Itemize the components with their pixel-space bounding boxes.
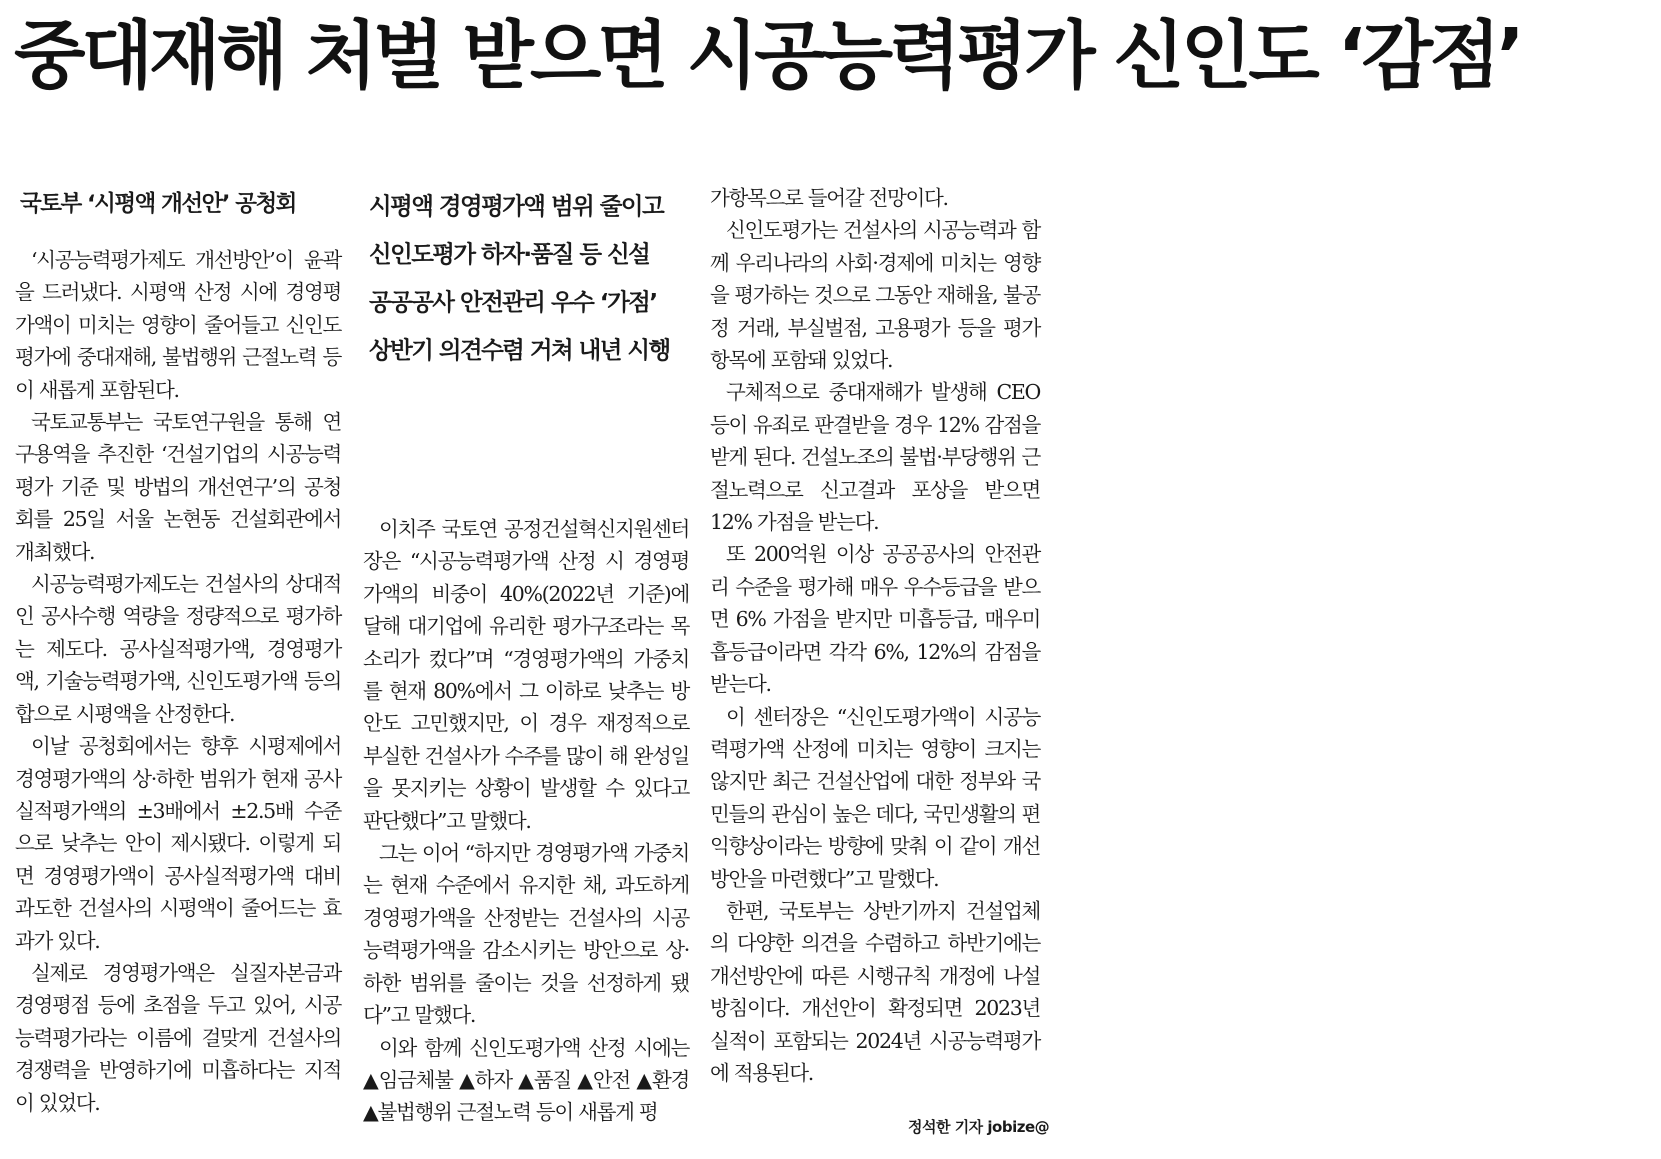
deck-line: 공공공사 안전관리 우수 ‘가점’: [369, 288, 657, 316]
sub-headline-decks: [369, 182, 689, 374]
paragraph: ‘시공능력평가제도 개선방안’이 윤곽을 드러냈다. 시평액 산정 시에 경영평가액이 미치는 영향이 줄어들고 신인도평가에 중대재해, 불법행위 근절노력 등이 새롭게 포함된다.: [15, 248, 341, 402]
paragraph: 구체적으로 중대재해가 발생해 CEO 등이 유죄로 판결받을 경우 12% 감점을 받게 된다. 건설노조의 불법·부당행위 근절노력으로 신고결과 포상을 받으면 12% 가점을 받는다.: [710, 380, 1040, 535]
paragraph: 실제로 경영평가액은 실질자본금과 경영평점 등에 초점을 두고 있어, 시공능력평가라는 이름에 걸맞게 건설사의 경쟁력을 반영하기에 미흡하다는 지적이 있었다.: [15, 960, 341, 1115]
paragraph: 한편, 국토부는 상반기까지 건설업체의 다양한 의견을 수렴하고 하반기에는 개선방안에 따른 시행규칙 개정에 나설 방침이다. 개선안이 확정되면 2023년 실적이 포함되는 2024년 시공능력평가에 적용된다.: [710, 898, 1040, 1085]
paragraph: 이와 함께 신인도평가액 산정 시에는 ▲임금체불 ▲하자 ▲품질 ▲안전 ▲환경 ▲불법행위 근절노력 등이 새롭게 평: [363, 1035, 689, 1125]
byline: 정석한 기자 jobize@: [908, 1118, 1050, 1136]
paragraph: 또 200억원 이상 공공공사의 안전관리 수준을 평가해 매우 우수등급을 받으면 6% 가점을 받지만 미흡등급, 매우미흡등급이라면 각각 6%, 12%의 감점을 받는다.: [710, 542, 1040, 697]
deck-line: 신인도평가 하자·품질 등 신설: [369, 240, 650, 268]
column-2: [363, 513, 689, 1129]
paragraph: 가항목으로 들어갈 전망이다.: [710, 186, 948, 210]
headline: 중대재해 처벌 받으면 시공능력평가 신인도 ‘감점’: [14, 13, 1521, 99]
paragraph: 이날 공청회에서는 향후 시평제에서 경영평가액의 상·하한 범위가 현재 공사실적평가액의 ±3배에서 ±2.5배 수준으로 낮추는 안이 제시됐다. 이렇게 되면 경영평가액이 공사실적평가액 대비 과도한 건설사의 시평액이 줄어드는 효과가 있다.: [15, 734, 341, 953]
paragraph: 이 센터장은 “신인도평가액이 시공능력평가액 산정에 미치는 영향이 크지는 않지만 최근 건설산업에 대한 정부와 국민들의 관심이 높은 데다, 국민생활의 편익향상이라는 방향에 맞춰 이 같이 개선방안을 마련했다”고 말했다.: [710, 704, 1040, 891]
paragraph: 이치주 국토연 공정건설혁신지원센터장은 “시공능력평가액 산정 시 경영평가액의 비중이 40%(2022년 기준)에 달해 대기업에 유리한 평가구조라는 목소리가 컸다”며 “경영평가액의 가중치를 현재 80%에서 그 이하로 낮추는 방안도 고민했지만, 이 경우 재정적으로 부실한 건설사가 수주를 많이 해 완성일을 못지키는 상황이 발생할 수 있다고 판단했다”고 말했다.: [363, 517, 689, 833]
paragraph: 신인도평가는 건설사의 시공능력과 함께 우리나라의 사회·경제에 미치는 영향을 평가하는 것으로 그동안 재해율, 불공정 거래, 부실벌점, 고용평가 등을 평가항목에 포함돼 있었다.: [710, 218, 1040, 373]
deck-line: 시평액 경영평가액 범위 줄이고: [369, 192, 664, 220]
paragraph: 그는 이어 “하지만 경영평가액 가중치는 현재 수준에서 유지한 채, 과도하게 경영평가액을 산정받는 건설사의 시공능력평가액을 감소시키는 방안으로 상·하한 범위를 줄이는 것을 선정하게 됐다”고 말했다.: [363, 841, 689, 1028]
paragraph: 국토교통부는 국토연구원을 통해 연구용역을 추진한 ‘건설기업의 시공능력평가 기준 및 방법의 개선연구’의 공청회를 25일 서울 논현동 건설회관에서 개최했다.: [15, 410, 341, 564]
column-1: [15, 244, 341, 1119]
column-3: [710, 182, 1040, 1089]
paragraph: 시공능력평가제도는 건설사의 상대적인 공사수행 역량을 정량적으로 평가하는 제도다. 공사실적평가액, 경영평가액, 기술능력평가액, 신인도평가액 등의 합으로 시평액을 산정한다.: [15, 572, 341, 726]
deck-line: 상반기 의견수렴 거쳐 내년 시행: [369, 336, 670, 364]
sub-label: 국토부 ‘시평액 개선안’ 공청회: [20, 191, 296, 217]
